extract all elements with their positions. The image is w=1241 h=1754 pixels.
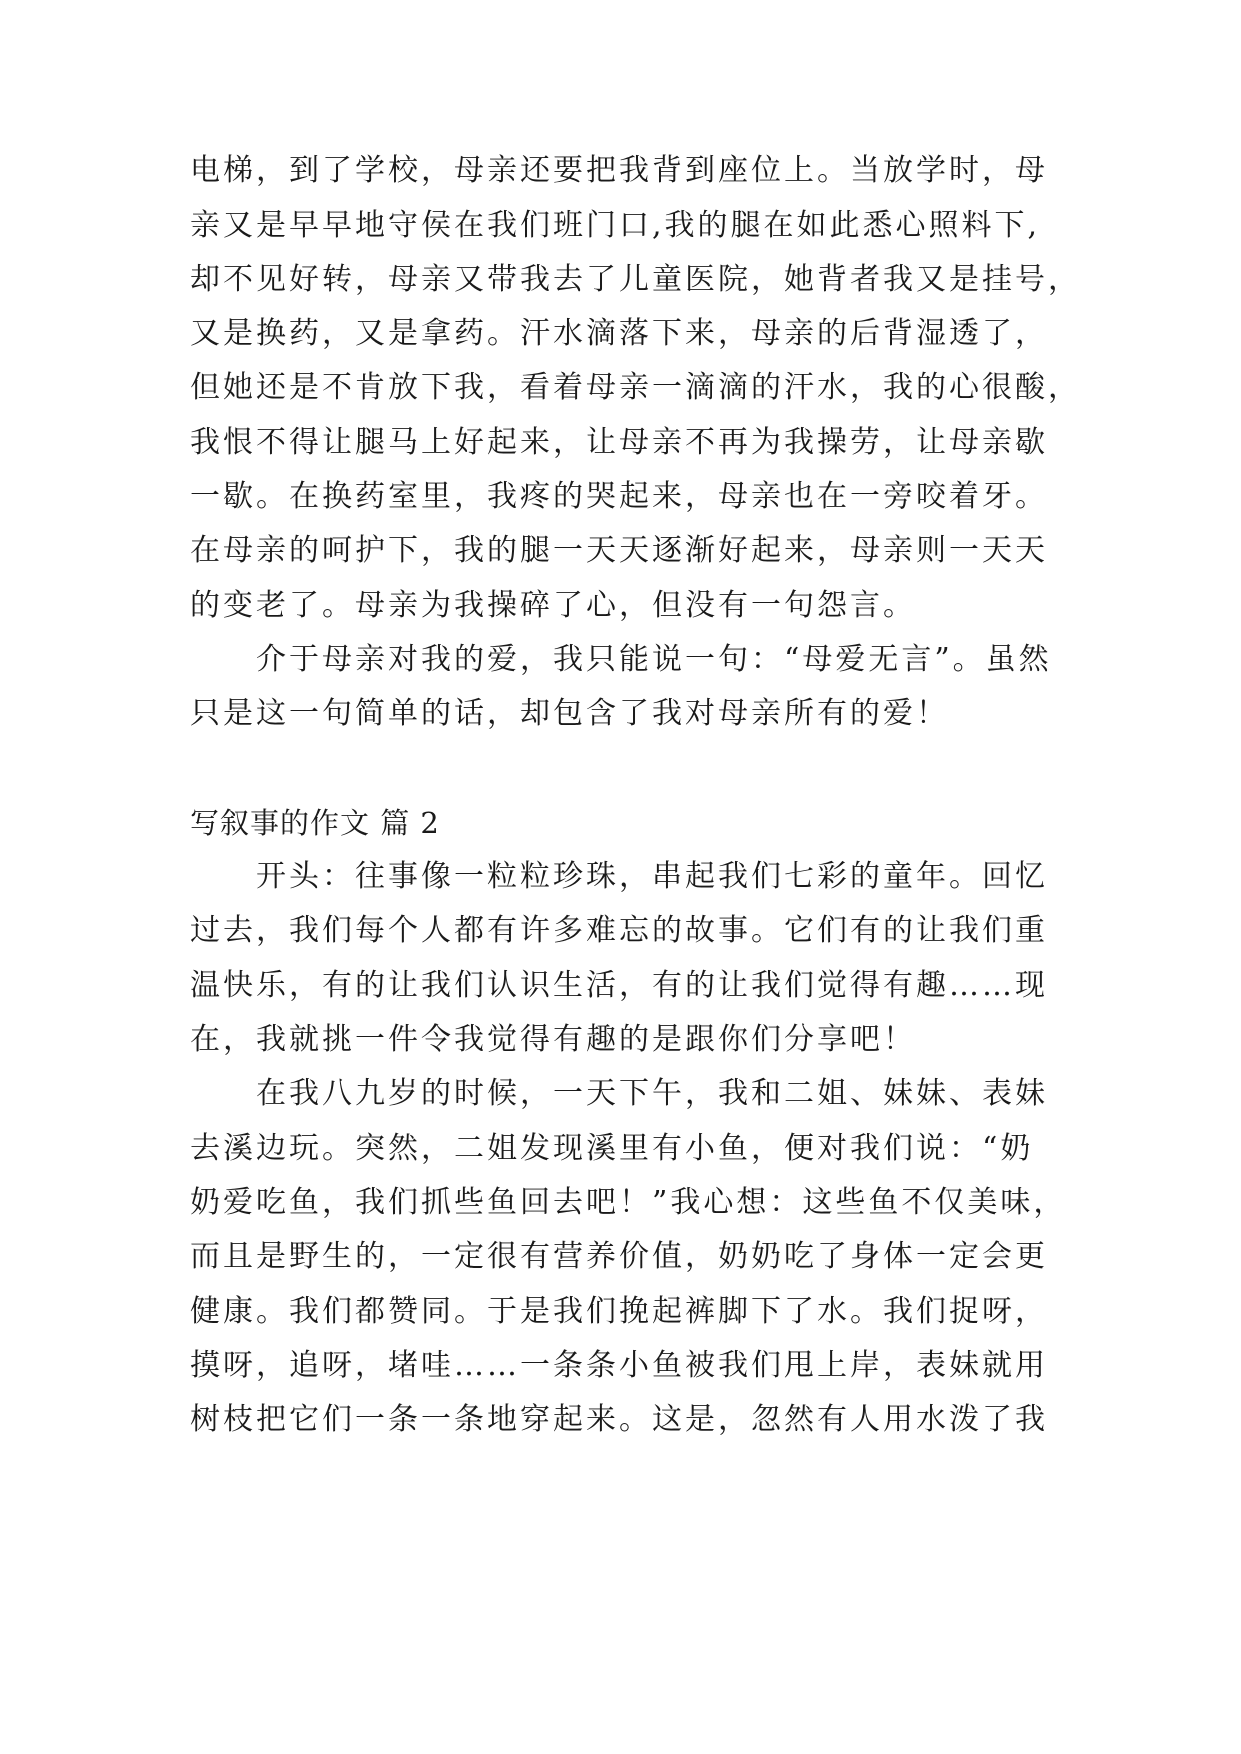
paragraph-line: 只是这一句简单的话，却包含了我对母亲所有的爱！ [190,696,949,731]
paragraph-line: 在我八九岁的时候，一天下午，我和二姐、妹妹、表妹 [190,1076,1048,1111]
paragraph-line: 开头：往事像一粒粒珍珠，串起我们七彩的童年。回忆 [190,859,1048,894]
paragraph-line: 去溪边玩。突然，二姐发现溪里有小鱼，便对我们说：“奶 [190,1131,1034,1166]
paragraph-line: 却不见好转，母亲又带我去了儿童医院，她背者我又是挂号， [190,262,1081,297]
paragraph-line: 摸呀，追呀，堵哇……一条条小鱼被我们甩上岸，表妹就用 [190,1348,1048,1383]
paragraph-line: 温快乐，有的让我们认识生活，有的让我们觉得有趣……现 [190,968,1048,1003]
paragraph-line: 而且是野生的，一定很有营养价值，奶奶吃了身体一定会更 [190,1239,1048,1274]
paragraph-line: 奶爱吃鱼，我们抓些鱼回去吧！”我心想：这些鱼不仅美味， [190,1185,1067,1220]
paragraph-line: 过去，我们每个人都有许多难忘的故事。它们有的让我们重 [190,913,1048,948]
paragraph-line: 亲又是早早地守侯在我们班门口,我的腿在如此悉心照料下, [190,208,1041,243]
paragraph-line: 健康。我们都赞同。于是我们挽起裤脚下了水。我们捉呀， [190,1294,1048,1329]
paragraph-line: 又是换药，又是拿药。汗水滴落下来，母亲的后背湿透了， [190,316,1048,351]
paragraph-line: 但她还是不肯放下我，看着母亲一滴滴的汗水，我的心很酸， [190,370,1081,405]
paragraph-line: 一歇。在换药室里，我疼的哭起来，母亲也在一旁咬着牙。 [190,479,1048,514]
paragraph-line: 的变老了。母亲为我操碎了心，但没有一句怨言。 [190,588,916,623]
section-heading: 写叙事的作文 篇 2 [190,806,440,840]
paragraph-line: 介于母亲对我的爱，我只能说一句：“母爱无言”。虽然 [190,642,1052,677]
paragraph-line: 树枝把它们一条一条地穿起来。这是，忽然有人用水泼了我 [190,1402,1048,1437]
paragraph-line: 在，我就挑一件令我觉得有趣的是跟你们分享吧！ [190,1022,916,1057]
paragraph-line: 我恨不得让腿马上好起来，让母亲不再为我操劳，让母亲歇 [190,425,1048,460]
paragraph-line: 电梯，到了学校，母亲还要把我背到座位上。当放学时，母 [190,153,1048,188]
paragraph-line: 在母亲的呵护下，我的腿一天天逐渐好起来，母亲则一天天 [190,533,1048,568]
